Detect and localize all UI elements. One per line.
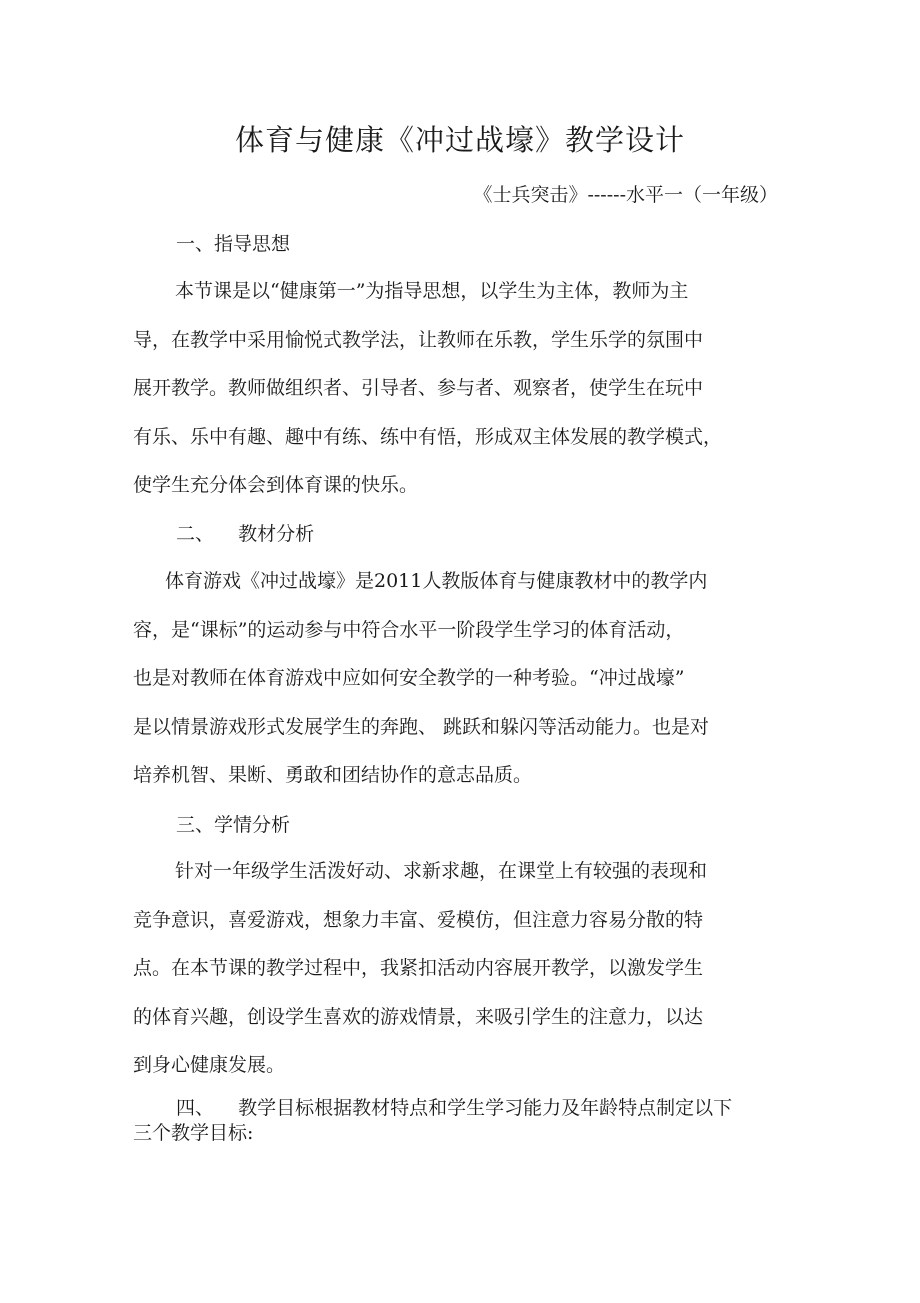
paragraph-line: 导，在教学中采用愉悦式教学法，让教师在乐教，学生乐学的氛围中 [133, 328, 704, 351]
paragraph-line: 三个教学目标: [133, 1122, 254, 1144]
paragraph-line: 针对一年级学生活泼好动、求新求趣，在课堂上有较强的表现和 [175, 860, 708, 882]
paragraph-line: 四、 教学目标根据教材特点和学生学习能力及年龄特点制定以下 [176, 1097, 733, 1119]
document-subtitle: 《士兵突击》------水平一（一年级） [473, 184, 778, 206]
paragraph-line: 也是对教师在体育游戏中应如何安全教学的一种考验。“冲过战壕” [133, 667, 685, 690]
paragraph-line: 本节课是以“健康第一”为指导思想，以学生为主体，教师为主 [175, 280, 689, 302]
section-heading-guiding-ideology: 一、指导思想 [176, 233, 291, 255]
section-body-learner-analysis [133, 847, 733, 1090]
paragraph-line: 的体育兴趣，创设学生喜欢的游戏情景，来吸引学生的注意力，以达 [133, 1005, 704, 1028]
paragraph-line: 点。在本节课的教学过程中，我紧扣活动内容展开教学，以激发学生 [133, 957, 704, 980]
section-heading-material-analysis: 二、 教材分析 [176, 523, 315, 545]
section-body-material-analysis [133, 557, 733, 800]
section-body-guiding-ideology [133, 267, 733, 510]
paragraph-line: 竞争意识，喜爱游戏，想象力丰富、爱模仿，但注意力容易分散的特 [133, 908, 704, 931]
document-title: 体育与健康《冲过战壕》教学设计 [234, 123, 685, 157]
paragraph-line: 是以情景游戏形式发展学生的奔跑、 跳跃和躲闪等活动能力。也是对 [133, 715, 710, 738]
paragraph-line: 展开教学。教师做组织者、引导者、参与者、观察者，使学生在玩中 [133, 377, 704, 400]
paragraph-line: 培养机智、果断、勇敢和团结协作的意志品质。 [133, 764, 533, 787]
paragraph-line: 容，是“课标”的运动参与中符合水平一阶段学生学习的体育活动， [133, 618, 685, 641]
section-heading-learner-analysis: 三、学情分析 [176, 814, 291, 836]
paragraph-line: 有乐、乐中有趣、趣中有练、练中有悟，形成双主体发展的教学模式， [133, 425, 723, 448]
paragraph-line: 到身心健康发展。 [133, 1054, 286, 1077]
section-teaching-goals [133, 1096, 753, 1146]
paragraph-line: 体育游戏《冲过战壕》是2011人教版体育与健康教材中的教学内 [165, 570, 708, 592]
paragraph-line: 使学生充分体会到体育课的快乐。 [133, 474, 419, 497]
